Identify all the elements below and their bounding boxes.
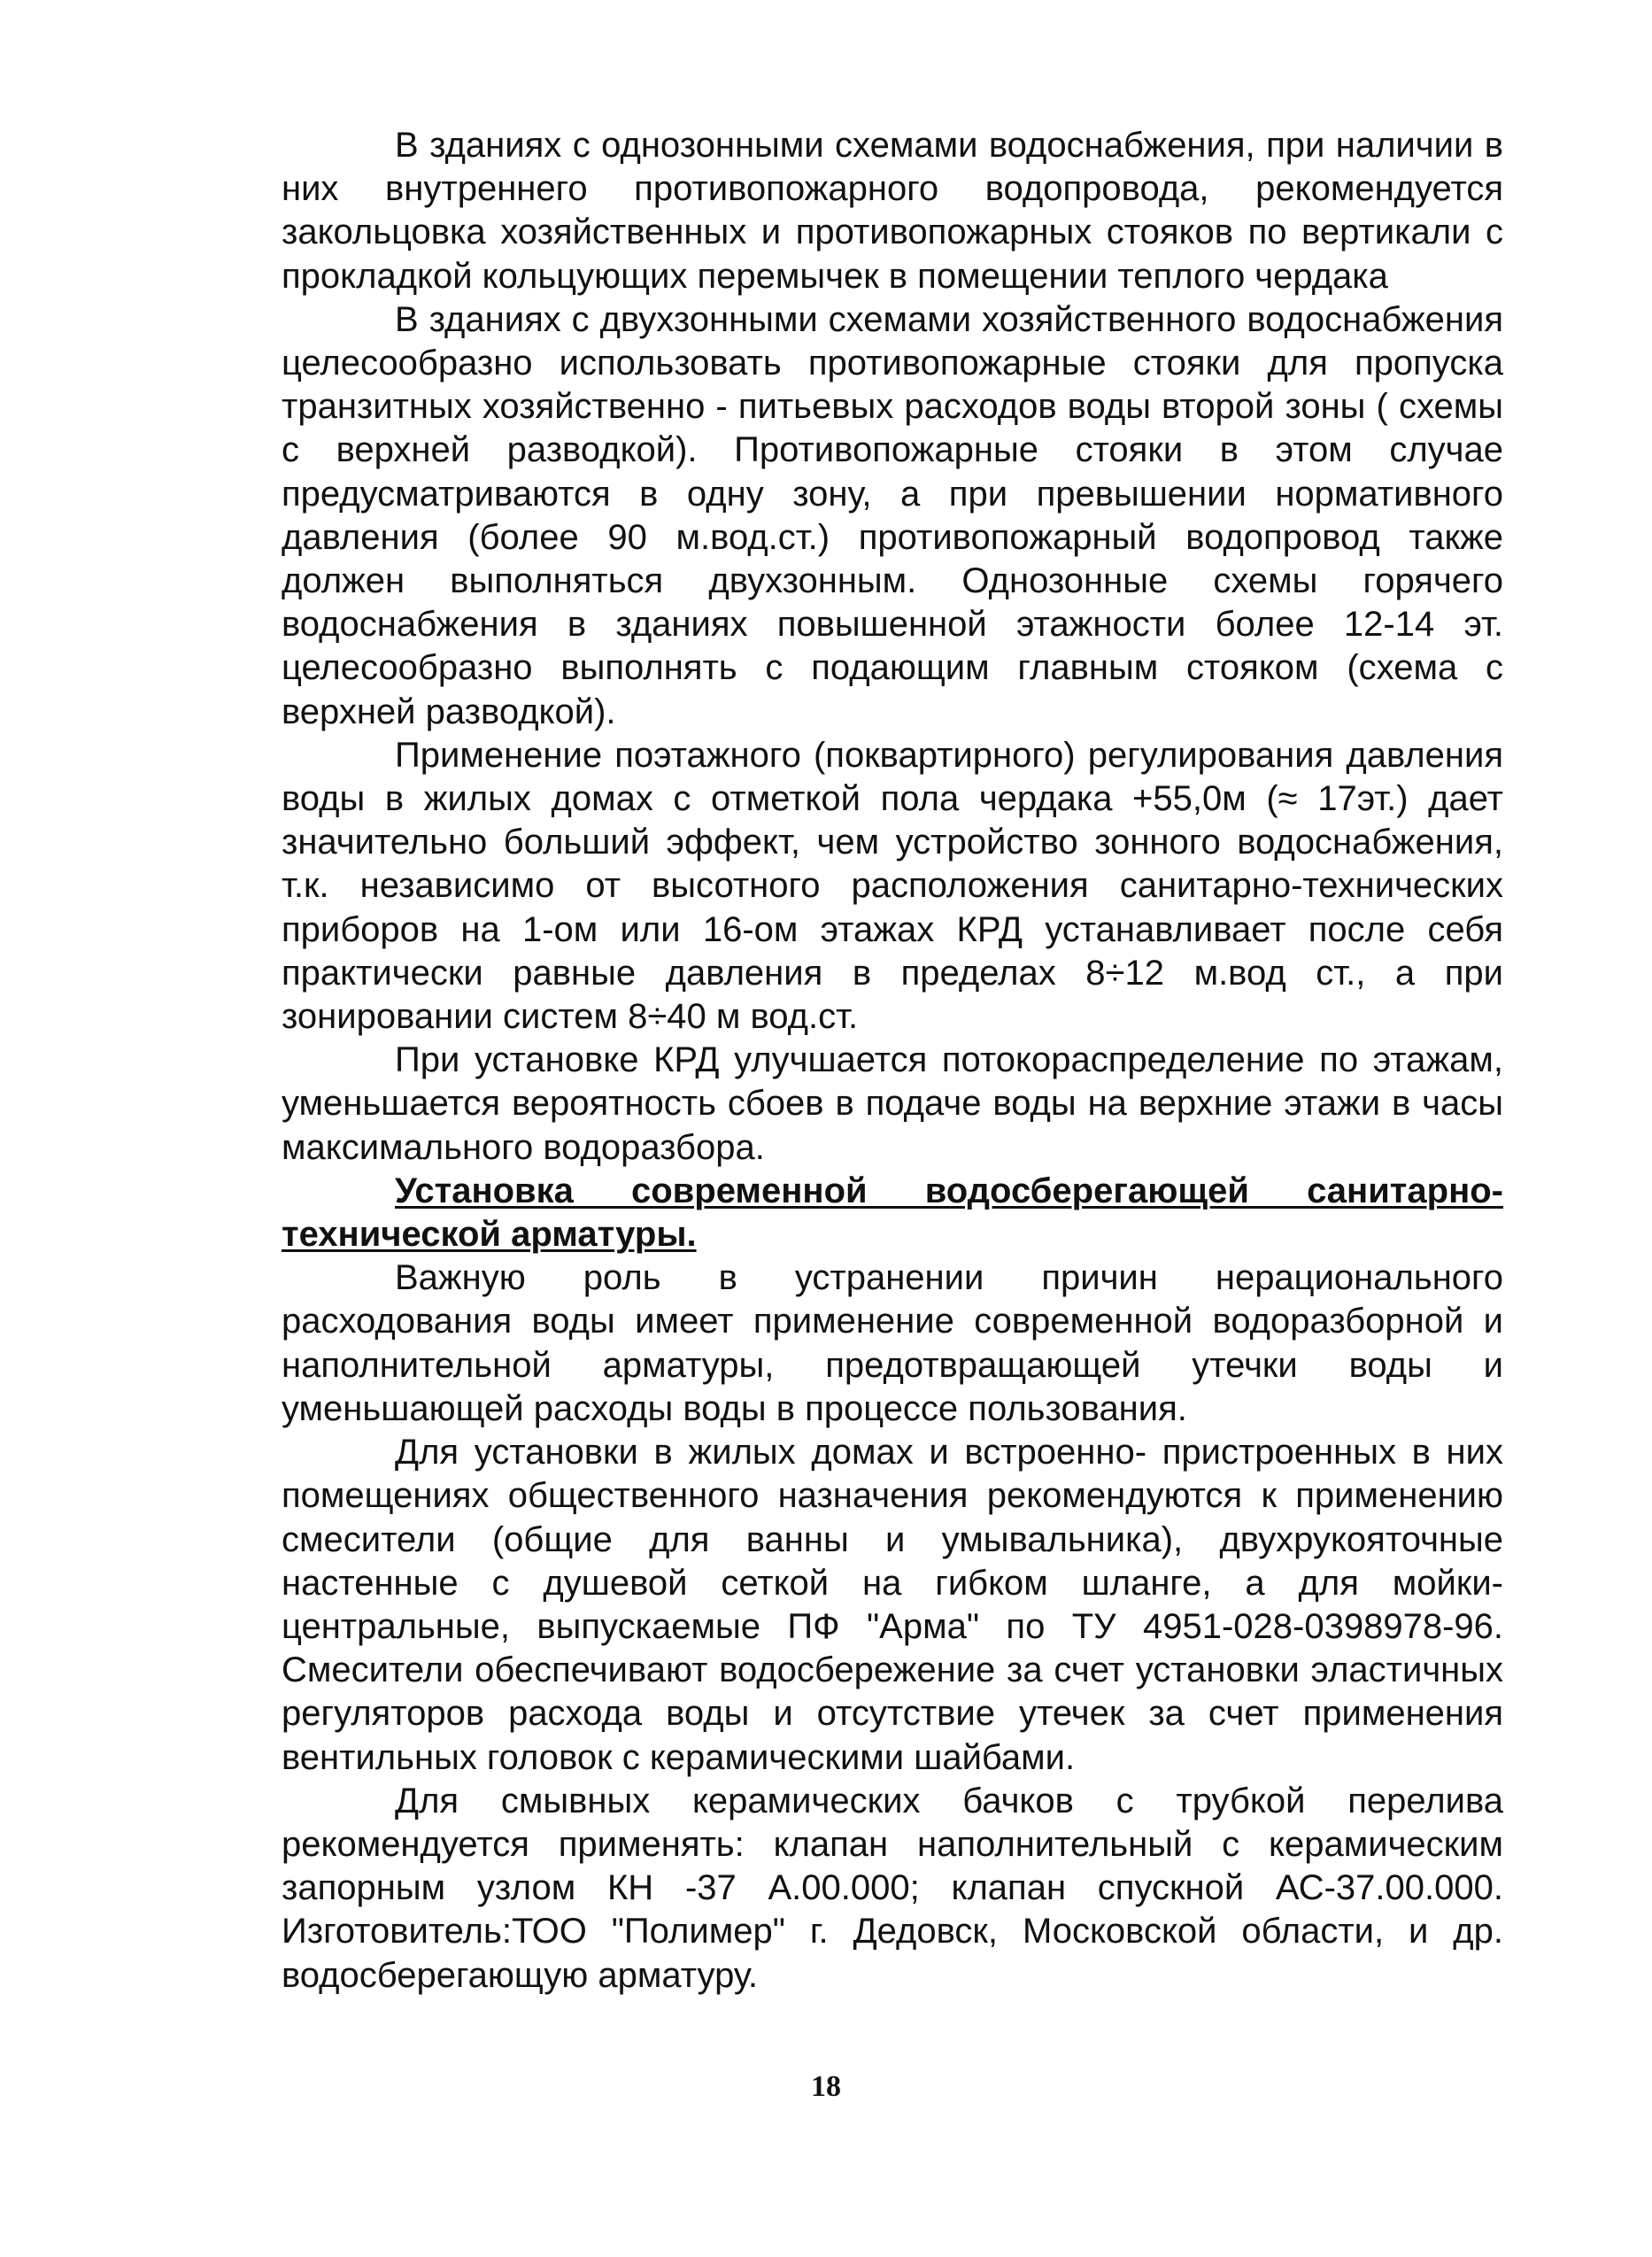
document-body — [282, 124, 1503, 1998]
paragraph-two-zone: В зданиях с двухзонными схемами хозяйственного водоснабжения целесообразно использовать противопожарные стояки для пропуска транзитных хозяйственно - питьевых расходов воды второй зоны ( схемы с верхней разводкой). Противопожарные стояки в этом случае предусматриваются в одну зону, а при превышении нормативного давления (более 90 м.вод.ст.) противопожарный водопровод также должен выполняться двухзонным. Однозонные схемы горячего водоснабжения в зданиях повышенной этажности более 12-14 эт. целесообразно выполнять с подающим главным стояком (схема с верхней разводкой). — [282, 299, 1503, 731]
paragraph-pressure-regulation: Применение поэтажного (поквартирного) регулирования давления воды в жилых домах с отметкой пола чердака +55,0м (≈ 17эт.) дает значительно больший эффект, чем устройство зонного водоснабжения, т.к. независимо от высотного расположения санитарно-технических приборов на 1-ом или 16-ом этажах КРД устанавливает после себя практически равные давления в пределах 8÷12 м.вод ст., а при зонировании систем 8÷40 м вод.ст. — [282, 735, 1503, 1037]
section-heading: Установка современной водосберегающей санитарно-технической арматуры. — [282, 1171, 1503, 1255]
page-number: 18 — [811, 2070, 841, 2103]
paragraph-mixers: Для установки в жилых домах и встроенно- пристроенных в них помещениях общественного назначения рекомендуются к применению смесители (общие для ванны и умывальника), двухрукояточные настенные с душевой сеткой на гибком шланге, а для мойки-центральные, выпускаемые ПФ "Арма" по ТУ 4951-028-0398978-96. Смесители обеспечивают водосбережение за счет установки эластичных регуляторов расхода воды и отсутствие утечек за счет применения вентильных головок с керамическими шайбами. — [282, 1433, 1503, 1777]
paragraph-cisterns: Для смывных керамических бачков с трубкой перелива рекомендуется применять: клапан наполнительный с керамическим запорным узлом КН -37 А.00.000; клапан спускной АС-37.00.000. Изготовитель:ТОО "Полимер" г. Дедовск, Московской области, и др. водосберегающую арматуру. — [282, 1781, 1503, 1995]
paragraph-krd-benefits: При установке КРД улучшается потокораспределение по этажам, уменьшается вероятность сбоев в подаче воды на верхние этажи в часы максимального водоразбора. — [282, 1040, 1503, 1167]
paragraph-fittings-role: Важную роль в устранении причин нерационального расходования воды имеет применение современной водоразборной и наполнительной арматуры, предотвращающей утечки воды и уменьшающей расходы воды в процессе пользования. — [282, 1258, 1503, 1428]
paragraph-single-zone: В зданиях с однозонными схемами водоснабжения, при наличии в них внутреннего противопожарного водопровода, рекомендуется закольцовка хозяйственных и противопожарных стояков по вертикали с прокладкой кольцующих перемычек в помещении теплого чердака — [282, 126, 1503, 296]
